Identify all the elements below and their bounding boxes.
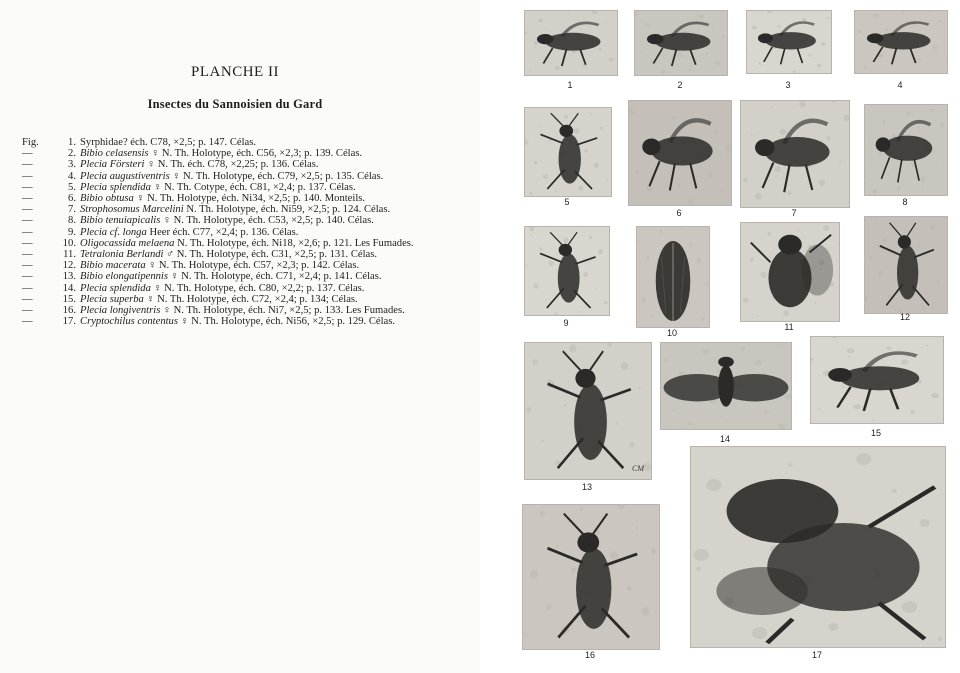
caption-15 (22, 294, 422, 305)
caption-details: ♀ N. Th. Holotype, éch. C71, ×2,4; p. 141. Célas. (170, 271, 382, 283)
caption-number: 4. (68, 170, 76, 182)
fossil-photo-2 (634, 10, 728, 76)
caption-10 (22, 238, 422, 249)
fossil-photo-10 (636, 226, 710, 328)
caption-species: Cryptochilus contentus (80, 316, 178, 328)
caption-lead: — (22, 282, 33, 294)
caption-species: Bibio obtusa (80, 193, 134, 205)
figure-number: 8 (902, 197, 908, 207)
caption-number: 8. (68, 215, 76, 227)
caption-lead: — (22, 249, 33, 261)
fossil-photo-12 (864, 216, 948, 314)
caption-1 (22, 137, 422, 148)
caption-number: 3. (68, 159, 76, 171)
fossil-photo-8 (864, 104, 948, 196)
figure-number: 1 (567, 80, 573, 90)
caption-species: Bibio elongatipennis (80, 271, 168, 283)
fossil-photo-6 (628, 100, 732, 206)
caption-details: ♀ N. Th. Holotype, éch. Ni56, ×2,5; p. 129. Célas. (180, 316, 396, 328)
caption-details: ♀ N. Th. Holotype, éch. C57, ×2,3; p. 142. Célas. (148, 260, 360, 272)
fossil-photo-4 (854, 10, 948, 74)
caption-details: ♀ N. Th. Holotype, éch. C80, ×2,2; p. 137. Célas. (153, 282, 365, 294)
caption-lead: Fig. (22, 137, 39, 148)
caption-9 (22, 227, 422, 238)
figure-number: 4 (897, 80, 903, 90)
caption-details: N. Th. Holotype, éch. Ni18, ×2,6; p. 121. Les Fumades. (177, 237, 414, 249)
figure-captions (22, 137, 422, 327)
caption-lead: — (22, 181, 33, 193)
caption-number: 13. (62, 271, 76, 283)
caption-species: Oligocassida melaena (80, 237, 175, 249)
caption-details: N. Th. Holotype, éch. Ni59, ×2,5; p. 124. Célas. (186, 204, 391, 216)
caption-species: Plecia splendida (80, 282, 151, 294)
fossil-photo-16 (522, 504, 660, 650)
caption-number: 17. (62, 316, 76, 328)
figure-number: 3 (785, 80, 791, 90)
figure-number: 2 (677, 80, 683, 90)
caption-species: Bibio tenuiapicalis (80, 215, 161, 227)
caption-details: ♀ N. Th. Holotype, éch. C53, ×2,5; p. 140. Célas. (162, 215, 374, 227)
figure-number: 7 (791, 208, 797, 218)
caption-species: Plecia cf. longa (80, 226, 147, 238)
photo-plate (492, 0, 960, 673)
fossil-photo-11 (740, 222, 840, 322)
caption-species: Plecia longiventris (80, 305, 161, 317)
fossil-photo-5 (524, 107, 612, 197)
caption-species: Bibio macerata (80, 260, 146, 272)
fossil-photo-9 (524, 226, 610, 316)
caption-14 (22, 283, 422, 294)
caption-4 (22, 171, 422, 182)
figure-number: 14 (719, 434, 730, 444)
caption-lead: — (22, 271, 33, 283)
caption-number: 7. (68, 204, 76, 216)
caption-5 (22, 182, 422, 193)
caption-species: Plecia superba (80, 293, 144, 305)
caption-11 (22, 249, 422, 260)
caption-details: ♀ N. Th. Holotype, éch. C72, ×2,4; p. 134; Célas. (146, 293, 358, 305)
caption-species: Tetralonia Berlandi (80, 249, 164, 261)
figure-number: 6 (676, 208, 682, 218)
caption-number: 11. (63, 249, 76, 261)
caption-8 (22, 215, 422, 226)
caption-number: 1. (68, 137, 76, 148)
caption-number: 15. (62, 293, 76, 305)
figure-number: 5 (564, 197, 570, 207)
figure-number: 15 (870, 428, 881, 438)
caption-3 (22, 159, 422, 170)
caption-number: 9. (68, 226, 76, 238)
caption-details: Syrphidae? éch. C78, ×2,5; p. 147. Célas. (80, 137, 257, 148)
caption-species: Plecia splendida (80, 181, 151, 193)
figure-number: 17 (811, 650, 822, 660)
caption-lead: — (22, 226, 33, 238)
caption-lead: — (22, 293, 33, 305)
fossil-photo-1 (524, 10, 618, 76)
caption-lead: — (22, 170, 33, 182)
caption-lead: — (22, 260, 33, 272)
caption-6 (22, 193, 422, 204)
plate-subtitle: Insectes du Sannoisien du Gard (147, 97, 323, 111)
caption-species: Plecia augustiventris (80, 170, 170, 182)
fossil-photo-7 (740, 100, 850, 208)
fossil-photo-17 (690, 446, 946, 648)
figure-number: 16 (584, 650, 595, 660)
photo-credit: CM (632, 464, 644, 473)
caption-lead: — (22, 193, 33, 205)
caption-details: ♀ N. Th. Holotype, éch. C79, ×2,5; p. 135. Célas. (172, 170, 384, 182)
caption-lead: — (22, 316, 33, 328)
fossil-photo-15 (810, 336, 944, 424)
caption-lead: — (22, 305, 33, 317)
caption-details: ♂ N. Th. Holotype, éch. C31, ×2,5; p. 131. Célas. (166, 249, 378, 261)
caption-species: Plecia Försteri (80, 159, 145, 171)
caption-details: ♀ N. Th. éch. C78, ×2,25; p. 136. Célas. (147, 159, 319, 171)
caption-number: 6. (68, 193, 76, 205)
caption-lead: — (22, 204, 33, 216)
caption-13 (22, 271, 422, 282)
caption-details: ♀ N. Th. Holotype, éch. C56, ×2,3; p. 139. Célas. (151, 148, 363, 160)
caption-16 (22, 305, 422, 316)
caption-17 (22, 316, 422, 327)
fossil-photo-3 (746, 10, 832, 74)
caption-lead: — (22, 159, 33, 171)
caption-details: ♀ N. Th. Holotype, éch. Ni34, ×2,5; p. 140. Monteils. (136, 193, 366, 205)
caption-species: Strophosomus Marcelini (80, 204, 184, 216)
caption-number: 14. (62, 282, 76, 294)
caption-12 (22, 260, 422, 271)
figure-number: 13 (581, 482, 592, 492)
figure-number: 9 (563, 318, 569, 328)
caption-details: ♀ N. Th. Cotype, éch. C81, ×2,4; p. 137. Célas. (153, 181, 356, 193)
caption-number: 2. (68, 148, 76, 160)
figure-number: 10 (666, 328, 677, 338)
caption-number: 12. (62, 260, 76, 272)
caption-2 (22, 148, 422, 159)
caption-number: 5. (68, 181, 76, 193)
caption-lead: — (22, 215, 33, 227)
plate-title: PLANCHE II (191, 64, 279, 80)
fossil-photo-14 (660, 342, 792, 430)
caption-lead: — (22, 148, 33, 160)
caption-details: Heer éch. C77, ×2,4; p. 136. Célas. (149, 226, 299, 238)
figure-number: 12 (899, 312, 910, 322)
figure-number: 11 (784, 322, 794, 332)
caption-number: 16. (62, 305, 76, 317)
caption-lead: — (22, 237, 33, 249)
caption-species: Bibio celasensis (80, 148, 149, 160)
caption-number: 10. (62, 237, 76, 249)
caption-7 (22, 204, 422, 215)
caption-details: ♀ N. Th. Holotype, éch. Ni7, ×2,5; p. 133. Les Fumades. (162, 305, 405, 317)
fossil-photo-13 (524, 342, 652, 480)
